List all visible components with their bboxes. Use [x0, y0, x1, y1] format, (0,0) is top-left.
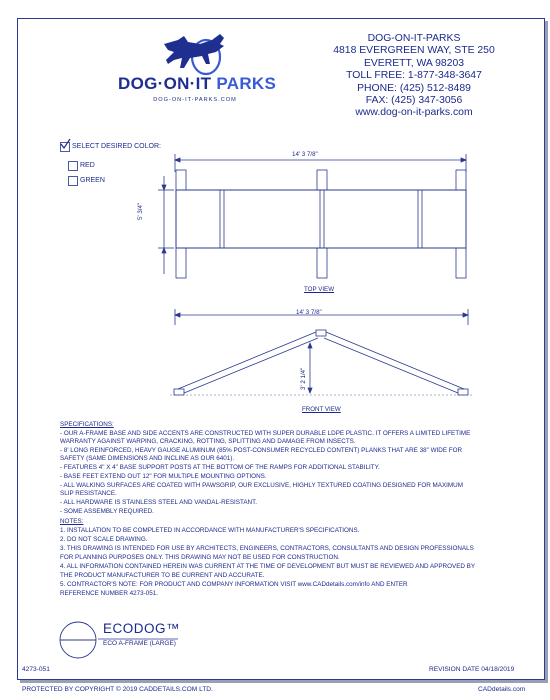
select-color-heading: SELECT DESIRED COLOR:	[72, 143, 161, 150]
caddetails-link[interactable]: CADdetails.com	[478, 686, 526, 693]
top-width-dimension: 14' 3 7/8"	[292, 151, 318, 158]
spec-line: - BASE FEET EXTEND OUT 12" FOR MULTIPLE MOUNTING OPTIONS.	[60, 473, 267, 480]
front-view-drawing	[150, 305, 480, 405]
fax: FAX: (425) 347-3056	[365, 95, 463, 107]
note-line: REFERENCE NUMBER 4273-051.	[60, 590, 158, 597]
note-line: 3. THIS DRAWING IS INTENDED FOR USE BY ARCHITECTS, ENGINEERS, CONTRACTORS, CONSULTANTS AND DESIGN PROFESSIONALS	[60, 545, 474, 552]
logo-name-part1: DOG·ON·IT	[118, 74, 212, 93]
copyright: PROTECTED BY COPYRIGHT © 2019 CADDETAILS.COM LTD.	[22, 686, 213, 693]
address-line-1: 4818 EVERGREEN WAY, STE 250	[333, 45, 495, 57]
front-view-label: FRONT VIEW	[302, 406, 341, 413]
specifications-heading: SPECIFICATIONS:	[60, 421, 114, 428]
front-width-dimension: 14' 3 7/8"	[296, 309, 322, 316]
product-title: ECODOG™	[103, 621, 181, 636]
spec-line: - SOME ASSEMBLY REQUIRED.	[60, 508, 154, 515]
spec-line: - FEATURES 4" X 4" BASE SUPPORT POSTS AT THE BOTTOM OF THE RAMPS FOR ADDITIONAL STABILITY.	[60, 464, 380, 471]
spec-line: - ALL HARDWARE IS STAINLESS STEEL AND VANDAL-RESISTANT.	[60, 499, 258, 506]
dog-logo-icon	[150, 30, 250, 76]
top-view-drawing	[150, 148, 480, 298]
red-option-label: RED	[80, 162, 95, 169]
spec-line: SAFETY (SAME DIMENSIONS AND INCLINE AS OUR 6401).	[60, 455, 235, 462]
green-option-label: GREEN	[80, 177, 105, 184]
spec-line: SLIP RESISTANCE.	[60, 490, 117, 497]
check-mark-icon	[59, 138, 71, 150]
note-line: 4. ALL INFORMATION CONTAINED HEREIN WAS CURRENT AT THE TIME OF DEVELOPMENT BUT MUST BE REVIEWED AND APPROVED BY	[60, 563, 476, 570]
toll-free: TOLL FREE: 1-877-348-3647	[346, 70, 482, 82]
section-marker-icon	[58, 620, 102, 660]
reference-number: 4273-051	[22, 666, 50, 673]
spec-line: - 8' LONG REINFORCED, HEAVY GAUGE ALUMINUM (85% POST-CONSUMER RECYCLED CONTENT) PLANKS THAT ARE 38" WIDE FOR	[60, 447, 463, 454]
phone: PHONE: (425) 512-8489	[357, 82, 471, 94]
company-name: DOG-ON-IT-PARKS	[367, 33, 461, 44]
notes-heading: NOTES:	[60, 518, 84, 525]
logo-name-part2: PARKS	[211, 74, 277, 93]
note-line: 2. DO NOT SCALE DRAWING.	[60, 536, 148, 543]
red-checkbox[interactable]	[68, 161, 78, 171]
top-depth-dimension: 5' 3/4"	[137, 202, 144, 220]
revision-date: REVISION DATE 04/18/2019	[429, 666, 515, 673]
note-line: 1. INSTALLATION TO BE COMPLETED IN ACCORDANCE WITH MANUFACTURER'S SPECIFICATIONS.	[60, 527, 360, 534]
address-line-2: EVERETT, WA 98203	[363, 57, 465, 69]
website-link[interactable]: www.dog-on-it-parks.com	[355, 107, 473, 119]
spec-line: - ALL WALKING SURFACES ARE COATED WITH PAWSGRIP, OUR EXCLUSIVE, HIGHLY TEXTURED COATING DESIGNED FOR MAXIMUM	[60, 482, 463, 489]
note-line: 5. CONTRACTOR'S NOTE: FOR PRODUCT AND COMPANY INFORMATION VISIT www.CADdetails.com/info AND ENTER	[60, 581, 408, 588]
green-checkbox[interactable]	[68, 176, 78, 186]
spec-line: - OUR A-FRAME BASE AND SIDE ACCENTS ARE CONSTRUCTED WITH SUPER DURABLE LDPE PLASTIC. IT OFFERS A LIMITED LIFETIME	[60, 430, 471, 437]
note-line: FOR PLANNING PURPOSES ONLY. THIS DRAWING MAY NOT BE USED FOR CONSTRUCTION.	[60, 554, 340, 561]
note-line: THE PRODUCT MANUFACTURER TO BE CURRENT AND ACCURATE.	[60, 572, 265, 579]
logo-url: DOG-ON-IT-PARKS.COM	[153, 97, 237, 103]
top-view-label: TOP VIEW	[304, 286, 335, 293]
logo-wordmark	[118, 74, 277, 94]
contact-block	[300, 33, 528, 120]
product-subtitle: ECO A-FRAME (LARGE)	[103, 640, 176, 647]
front-height-dimension: 3' 2 1/4"	[300, 367, 307, 390]
spec-line: WARRANTY AGAINST WARPING, CRACKING, ROTTING, SPLITTING AND DAMAGE FROM INSECTS.	[60, 438, 356, 445]
